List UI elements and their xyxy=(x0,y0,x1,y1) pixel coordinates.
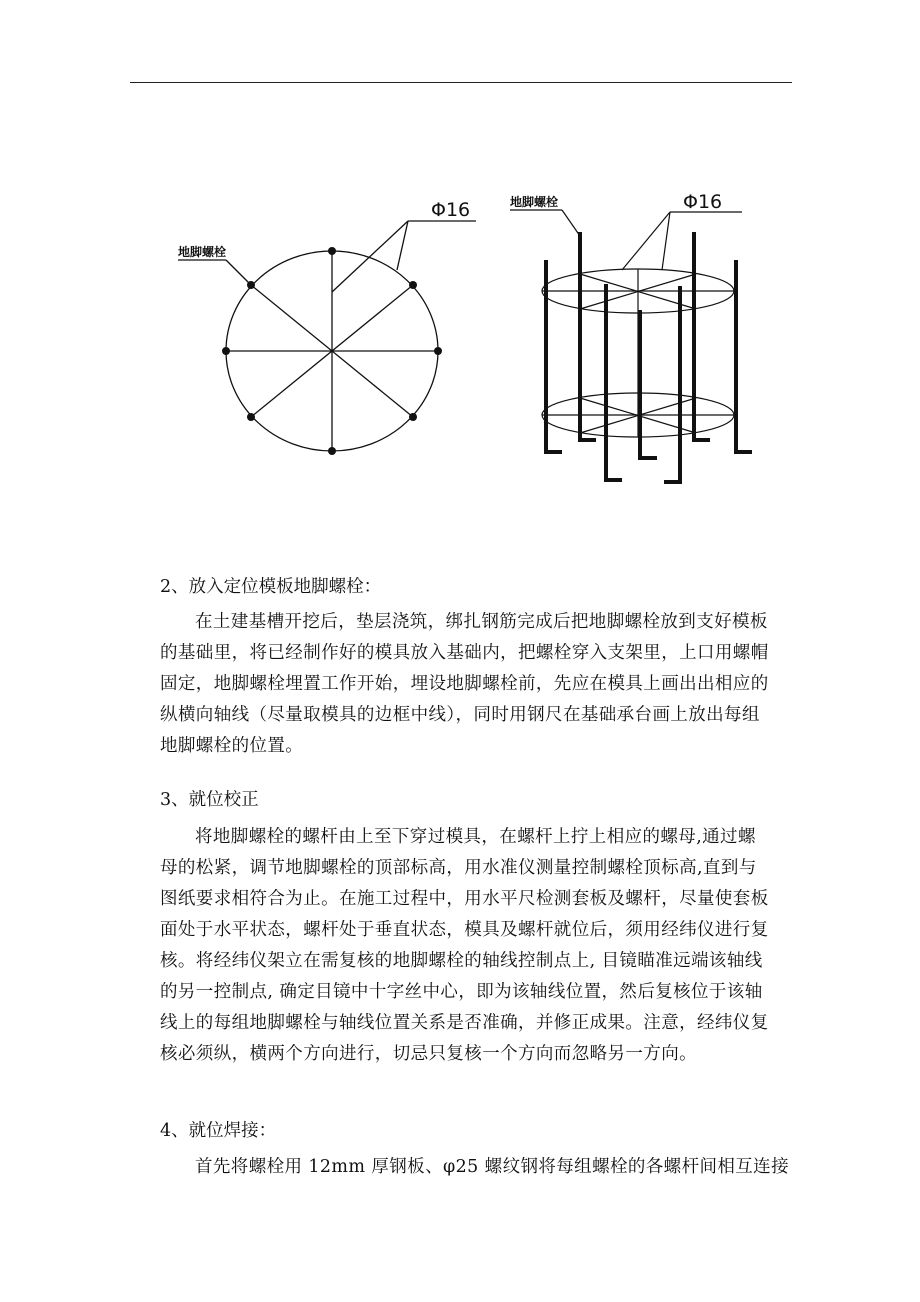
bolt-dot xyxy=(247,281,255,289)
section-paragraph xyxy=(160,607,800,762)
bolt-dot xyxy=(222,347,230,355)
bolt-dot xyxy=(328,447,336,455)
paragraph-line: 首先将螺栓用 12mm 厚钢板、φ25 螺纹钢将每组螺栓的各螺杆间相互连接 xyxy=(195,1157,789,1177)
anchor-bolt-diagram xyxy=(0,0,920,540)
leader-line xyxy=(562,210,580,236)
bolt-dot xyxy=(328,247,336,255)
right-diameter-label: Φ16 xyxy=(683,191,723,213)
section-paragraph xyxy=(160,1152,800,1183)
paragraph-line: 的另一控制点, 确定目镜中十字丝中心，即为该轴线位置，然后复核位于该轴 xyxy=(160,982,763,1002)
leader-line xyxy=(226,260,251,285)
anchor-bolt xyxy=(736,262,750,452)
paragraph-line: 的基础里，将已经制作好的模具放入基础内，把螺栓穿入支架里，上口用螺帽 xyxy=(160,643,769,663)
section-heading: 4、就位焊接： xyxy=(160,1121,277,1141)
paragraph-line: 地脚螺栓的位置。 xyxy=(160,736,304,756)
anchor-bolt xyxy=(606,286,620,480)
paragraph-line: 线上的每组地脚螺栓与轴线位置关系是否准确，并修正成果。注意，经纬仪复 xyxy=(160,1013,769,1033)
bolt-dot xyxy=(434,347,442,355)
right-bolt-label: 地脚螺栓 xyxy=(510,195,559,209)
paragraph-line: 图纸要求相符合为止。在施工过程中，用水平尺检测套板及螺杆，尽量使套板 xyxy=(160,889,769,909)
anchor-bolt xyxy=(640,312,655,458)
paragraph-line: 纵横向轴线（尽量取模具的边框中线），同时用钢尺在基础承台画上放出每组 xyxy=(160,705,760,725)
paragraph-line: 将地脚螺栓的螺杆由上至下穿过模具，在螺杆上拧上相应的螺母,通过螺 xyxy=(195,827,756,847)
bolt-dot xyxy=(409,413,417,421)
paragraph-line: 固定，地脚螺栓埋置工作开始，埋设地脚螺栓前，先应在模具上画出出相应的 xyxy=(160,674,769,694)
anchor-bolt-figure xyxy=(0,0,920,540)
anchor-bolt xyxy=(666,288,680,482)
bolt-dot xyxy=(247,413,255,421)
leader-line xyxy=(332,221,408,292)
bolt-dot xyxy=(409,281,417,289)
leader-line xyxy=(397,221,408,270)
paragraph-line: 母的松紧，调节地脚螺栓的顶部标高，用水准仪测量控制螺栓顶标高,直到与 xyxy=(160,858,757,878)
anchor-bolt xyxy=(580,234,594,440)
paragraph-line: 在土建基槽开挖后，垫层浇筑，绑扎钢筋完成后把地脚螺栓放到支好模板 xyxy=(195,612,768,632)
paragraph-line: 面处于水平状态，螺杆处于垂直状态，模具及螺杆就位后，须用经纬仪进行复 xyxy=(160,920,769,940)
section-heading: 3、就位校正 xyxy=(160,790,259,810)
section-paragraph xyxy=(160,822,800,1070)
section-heading: 2、放入定位模板地脚螺栓： xyxy=(160,577,382,597)
anchor-bolts xyxy=(546,234,750,482)
anchor-bolt xyxy=(694,234,708,440)
paragraph-line: 核必须纵，横两个方向进行，切忌只复核一个方向而忽略另一方向。 xyxy=(160,1044,697,1064)
paragraph-line: 核。将经纬仪架立在需复核的地脚螺栓的轴线控制点上, 目镜瞄准远端该轴线 xyxy=(160,951,763,971)
left-diameter-label: Φ16 xyxy=(431,199,471,221)
left-bolt-label: 地脚螺栓 xyxy=(178,245,227,259)
